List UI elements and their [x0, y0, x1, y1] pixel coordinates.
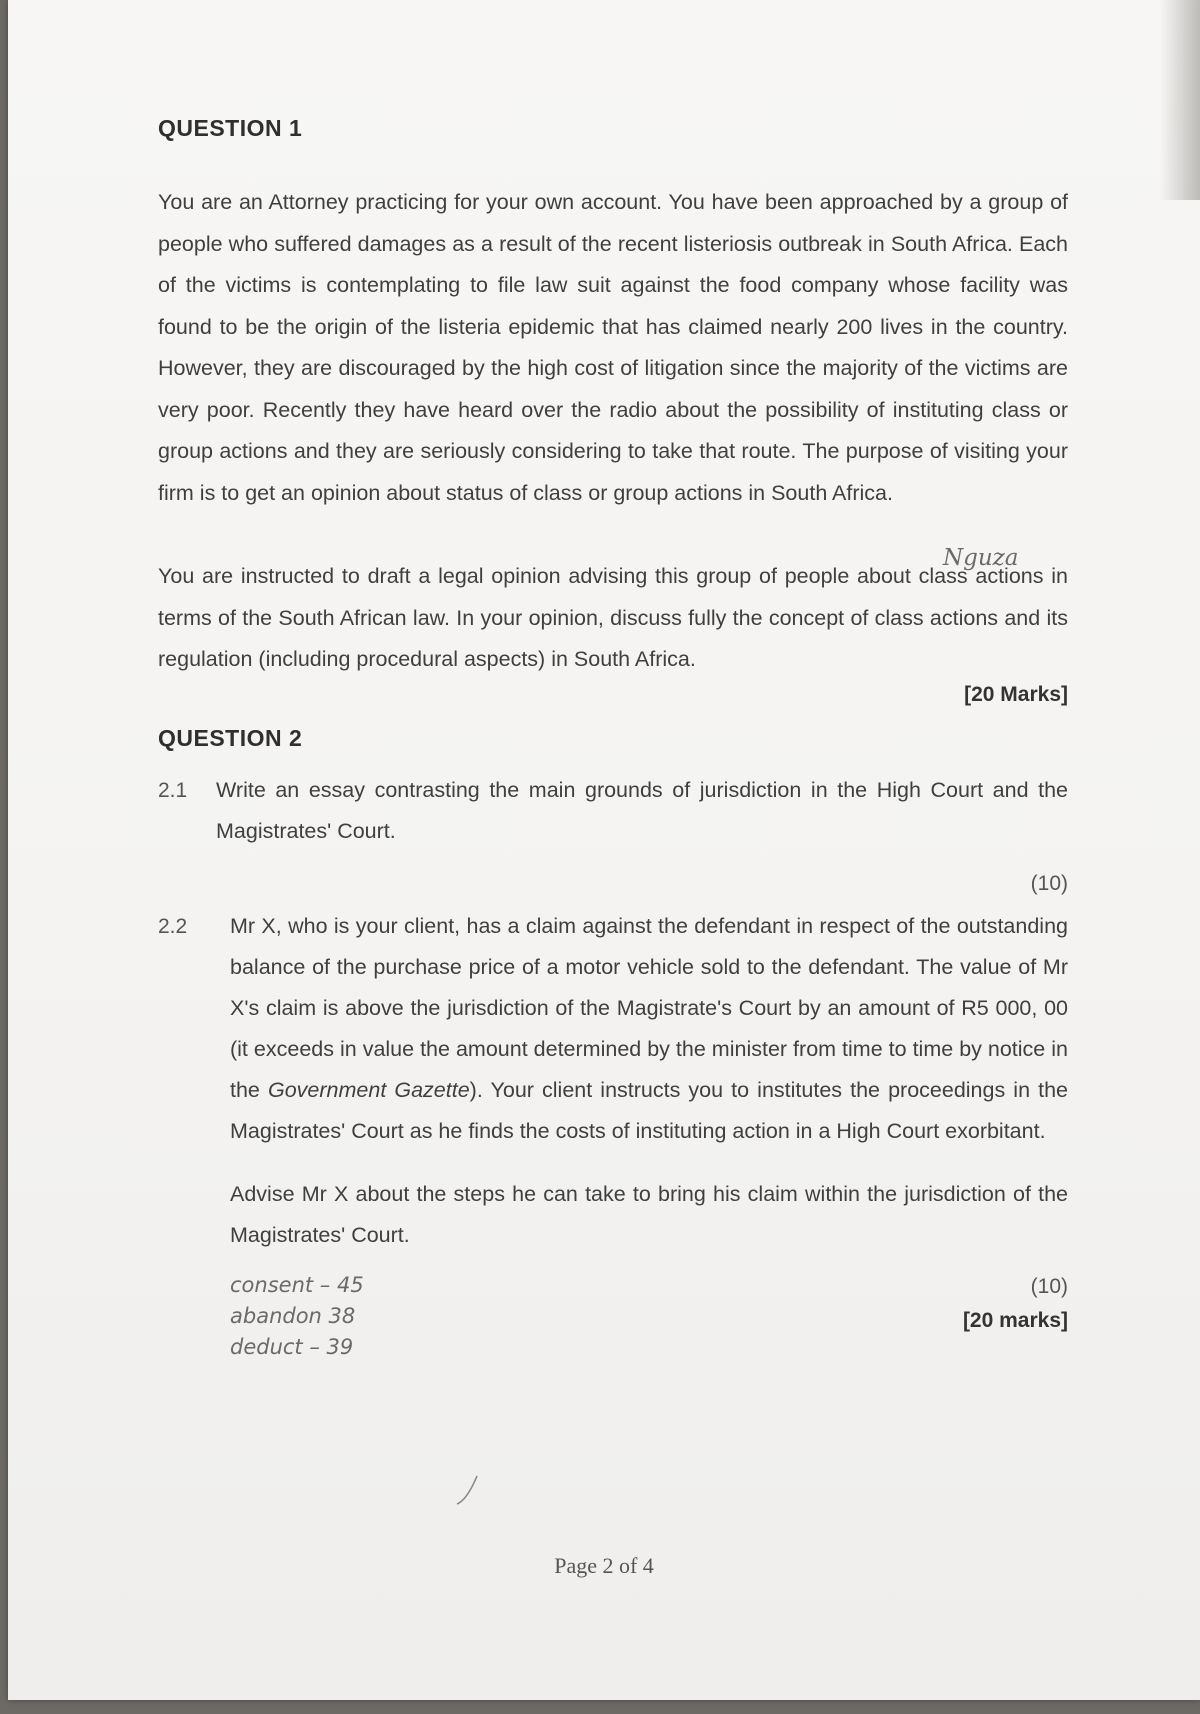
question-2-1-text: Write an essay contrasting the main grounds of jurisdiction in the High Court and the Magistrates' Court. [216, 777, 1068, 843]
question-1-marks: [20 Marks] [964, 682, 1068, 706]
question-2-2-footer-row [158, 1270, 1068, 1363]
question-1-scenario: You are an Attorney practicing for your own account. You have been approached by a group of people who suffered damages as a result of the recent listeriosis outbreak in South Africa. Each of the victims is contemplating to file law suit against the food company whose facility was found to be the origin of the listeria epidemic that has claimed nearly 200 lives in the country. However, they are discouraged by the high cost of litigation since the majority of the victims are very poor. Recently they have heard over the radio about the possibility of instituting class or group actions and they are seriously considering to take that route. The purpose of visiting your firm is to get an opinion about status of class or group actions in South Africa. [158, 190, 1068, 505]
question-2-2 [158, 906, 1068, 1152]
question-2-2-text-part-a: Mr X, who is your client, has a claim against the defendant in respect of the outstanding balance of the purchase price of a motor vehicle sold to the defendant. The value of Mr X's claim is above the jurisdiction of the Magistrate's Court by an amount of R5 000, 00 (it exceeds in value the amount determined by the minister from time to time by notice in the [230, 913, 1068, 1102]
government-gazette-italic: Government Gazette [267, 1077, 470, 1102]
question-2-2-advise-row [158, 1174, 1068, 1256]
question-2-1-marks: (10) [1030, 871, 1068, 895]
page-content [158, 115, 1068, 1363]
question-1-heading: QUESTION 1 [158, 115, 303, 141]
handwritten-note-deduct: deduct – 39 [230, 1334, 354, 1359]
page-number: Page 2 of 4 [554, 1553, 654, 1578]
exam-page [8, 0, 1200, 1700]
question-2-total-marks: [20 marks] [962, 1308, 1068, 1332]
handwritten-note-abandon: abandon 38 [230, 1303, 356, 1328]
handwritten-note-consent: consent – 45 [230, 1272, 364, 1297]
pen-tick-mark-icon [453, 1470, 483, 1510]
question-2-2-text-part-b: ). Your client instructs you to institutes the proceedings in the Magistrates' Court as he finds the costs of instituting action in a High Court exorbitant. [230, 1077, 1068, 1143]
page-curl-shadow [1160, 0, 1200, 200]
question-2-heading: QUESTION 2 [158, 724, 303, 751]
question-2-1-number: 2.1 [158, 778, 188, 802]
question-2-2-advise: Advise Mr X about the steps he can take to bring his claim within the jurisdiction of the Magistrates' Court. [230, 1181, 1068, 1247]
question-2-2-text [230, 906, 1068, 1152]
question-2-1 [158, 770, 1068, 852]
question-1-instruction: You are instructed to draft a legal opinion advising this group of people about class actions in terms of the South African law. In your opinion, discuss fully the concept of class actions and its regulation (including procedural aspects) in South Africa. [158, 564, 1068, 671]
handwritten-notes [230, 1270, 710, 1363]
question-2-2-number: 2.2 [158, 914, 188, 938]
handwritten-signature: Nguza [943, 545, 1019, 571]
question-2-2-marks: (10) [1030, 1274, 1068, 1298]
